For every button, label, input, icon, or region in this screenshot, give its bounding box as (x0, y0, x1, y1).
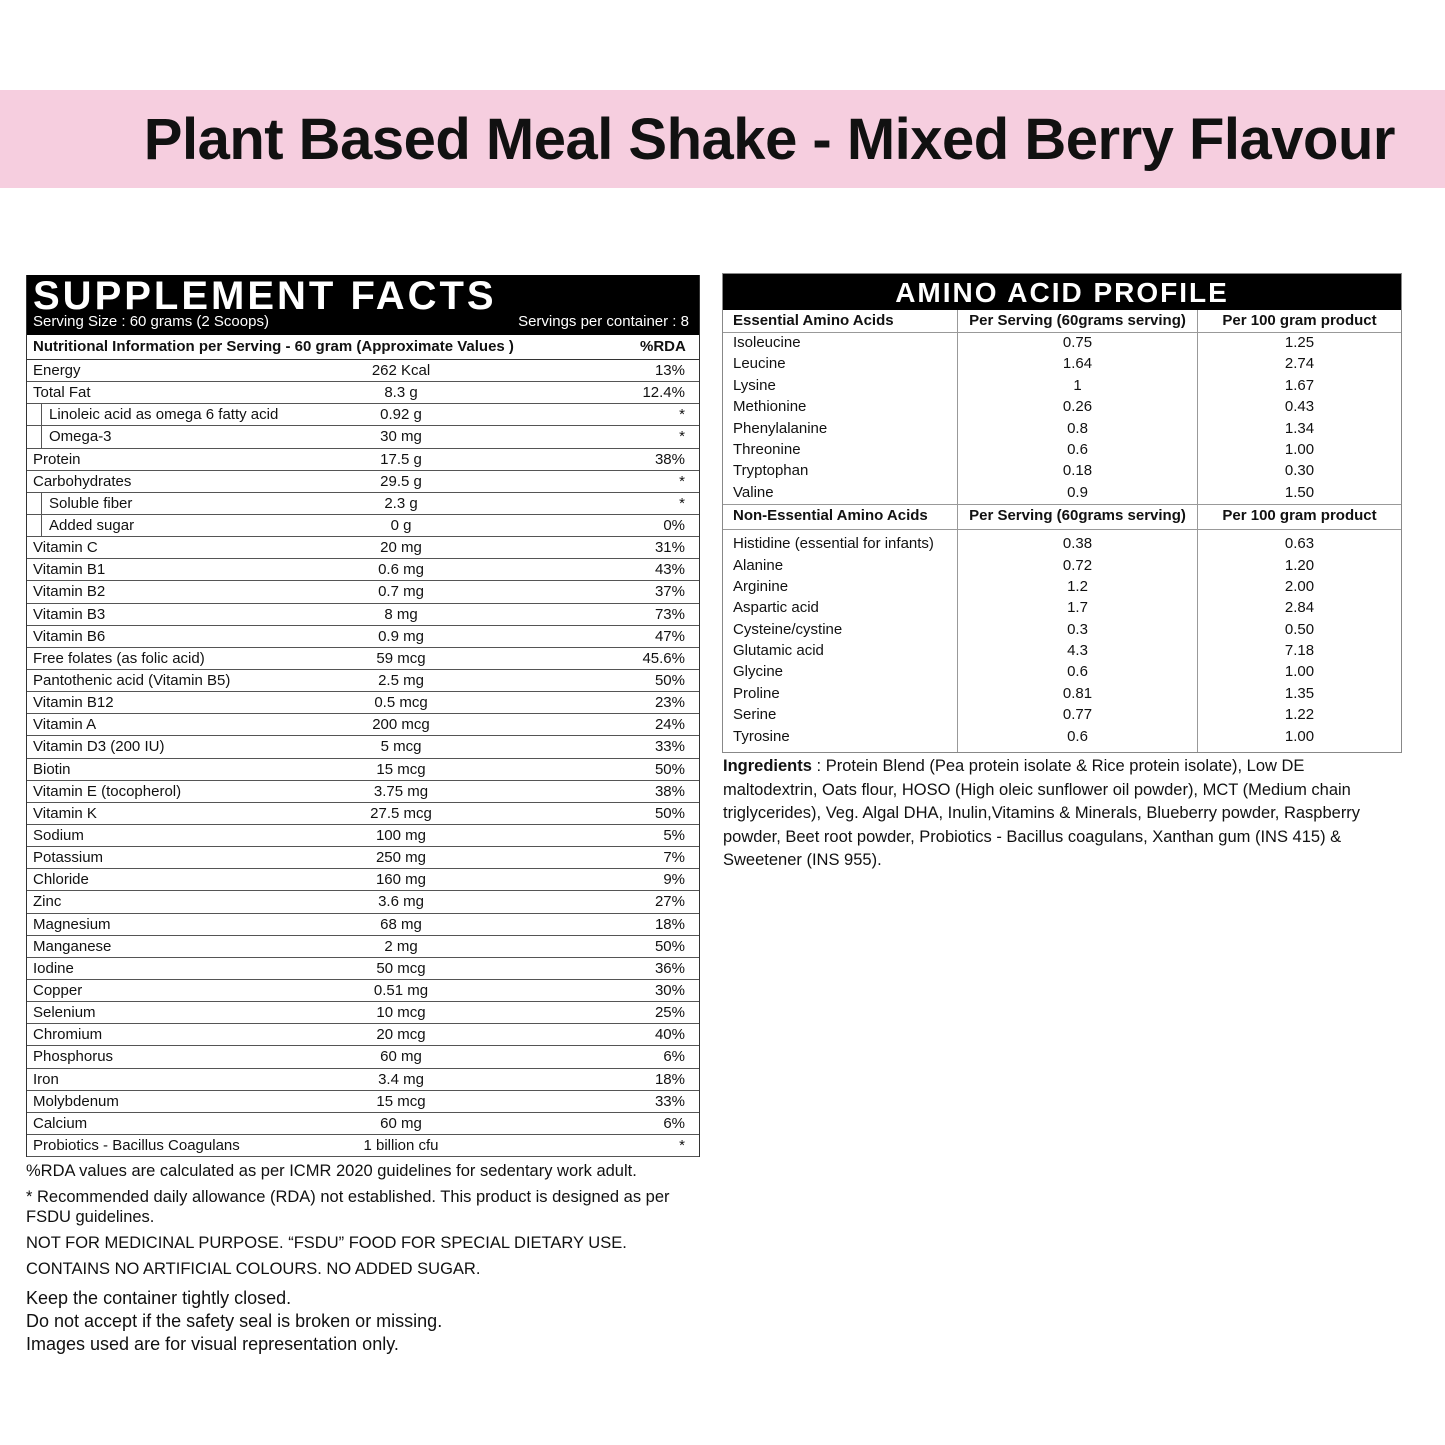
nutrient-rda: 6% (663, 1048, 685, 1066)
nutrient-amount: 200 mcg (372, 716, 430, 734)
amino-acid-name: Cysteine/cystine (733, 620, 843, 638)
per-100g-value: 1.20 (1284, 556, 1315, 574)
nutrient-rda: 9% (663, 871, 685, 889)
nutrient-rda: 30% (654, 981, 685, 999)
nutrient-rda: 40% (654, 1026, 685, 1044)
nutrient-name: Magnesium (33, 915, 111, 933)
nutrient-amount: 27.5 mcg (370, 804, 432, 822)
nutrient-row (27, 449, 699, 471)
amino-acid-name: Alanine (733, 556, 784, 574)
nutrient-amount: 0.9 mg (378, 627, 424, 645)
per-100g-value: 0.43 (1284, 398, 1315, 416)
non-essential-header-row (723, 504, 1401, 530)
nutrient-amount: 5 mcg (380, 738, 422, 756)
nutrient-name: Molybdenum (33, 1092, 119, 1110)
nutrient-row (27, 781, 699, 803)
nutrient-name: Calcium (33, 1114, 88, 1132)
essential-header: Essential Amino Acids (733, 312, 894, 329)
nutrient-rda: 50% (654, 760, 685, 778)
nutrient-rda: * (679, 472, 685, 490)
nutrient-amount: 0 g (390, 516, 412, 534)
amino-acid-row (723, 705, 1401, 726)
nutrition-column-header (27, 335, 699, 360)
nutrient-rda: 18% (654, 915, 685, 933)
per-100g-value: 0.50 (1284, 620, 1315, 638)
amino-acid-row (723, 354, 1401, 375)
nutrient-name: Total Fat (33, 384, 91, 402)
amino-acid-name: Aspartic acid (733, 599, 819, 617)
rda-note: %RDA values are calculated as per ICMR 2020 guidelines for sedentary work adult. (26, 1162, 637, 1180)
nutrient-amount: 15 mcg (376, 1092, 426, 1110)
per-100g-value: 1.25 (1284, 334, 1315, 351)
nutrient-name: Manganese (33, 937, 112, 955)
per-100g-value: 1.00 (1284, 440, 1315, 458)
per-100g-value: 1.67 (1284, 376, 1315, 394)
nutrient-amount: 60 mg (380, 1114, 422, 1132)
amino-acid-name: Threonine (733, 440, 801, 458)
nutrient-name: Pantothenic acid (Vitamin B5) (33, 671, 231, 689)
nutrition-header-label: Nutritional Information per Serving - 60 gram (Approximate Values ) (33, 338, 514, 355)
per-serving-value: 0.38 (1062, 535, 1093, 553)
amino-acid-name: Tyrosine (733, 727, 790, 745)
nutrient-amount: 1 billion cfu (363, 1136, 439, 1154)
nutrient-rda: 36% (654, 959, 685, 977)
nutrient-row (27, 360, 699, 382)
amino-acid-row (723, 376, 1401, 397)
nutrient-rda: 6% (663, 1114, 685, 1132)
serving-size: Serving Size : 60 grams (2 Scoops) (33, 313, 269, 330)
nutrient-rda: 24% (654, 716, 685, 734)
nutrient-rda: 31% (654, 539, 685, 557)
nutrient-amount: 0.6 mg (378, 561, 424, 579)
footnotes (26, 1161, 686, 1356)
per-serving-value: 0.9 (1067, 483, 1088, 501)
nutrient-amount: 2.5 mg (378, 671, 424, 689)
nutrient-rda: * (679, 428, 685, 446)
nutrient-rda: 50% (654, 671, 685, 689)
amino-acid-row (723, 727, 1401, 748)
amino-acid-name: Isoleucine (733, 334, 801, 351)
nutrient-name: Protein (33, 450, 81, 468)
nutrient-amount: 250 mg (375, 849, 427, 867)
nutrient-row (27, 670, 699, 692)
amino-acid-name: Proline (733, 684, 780, 702)
nutrient-rda: 0% (663, 516, 685, 534)
nutrient-amount: 3.75 mg (373, 782, 429, 800)
nutrient-name: Iodine (33, 959, 74, 977)
nutrient-rda: 45.6% (642, 649, 685, 667)
amino-acid-row (723, 577, 1401, 598)
per-100g-header: Per 100 gram product (1222, 507, 1377, 525)
amino-acid-row (723, 598, 1401, 619)
nutrient-rda: 37% (654, 583, 685, 601)
nutrient-row (27, 825, 699, 847)
nutrient-rda: 73% (654, 605, 685, 623)
supplement-facts-title: SUPPLEMENT FACTS (33, 274, 497, 318)
per-serving-header: Per Serving (60grams serving) (969, 312, 1186, 329)
nutrient-name: Zinc (33, 893, 62, 911)
per-serving-value: 0.72 (1062, 556, 1093, 574)
amino-acid-row (723, 440, 1401, 461)
supplement-facts-table (26, 275, 700, 1157)
nutrient-row (27, 958, 699, 980)
nutrient-row (27, 1135, 699, 1157)
nutrient-amount: 8 mg (384, 605, 418, 623)
nutrient-amount: 17.5 g (380, 450, 422, 468)
nutrient-row (27, 581, 699, 603)
nutrient-row (27, 559, 699, 581)
safety-seal-note: Do not accept if the safety seal is broken or missing. (26, 1311, 443, 1331)
nutrient-name: Biotin (33, 760, 71, 778)
per-100g-value: 1.00 (1284, 727, 1315, 745)
amino-acid-name: Phenylalanine (733, 419, 828, 437)
supplement-facts-header (27, 275, 699, 335)
nutrient-rda: 23% (654, 694, 685, 712)
nutrient-rda: 27% (654, 893, 685, 911)
nutrient-amount: 8.3 g (384, 384, 418, 402)
nutrient-row (27, 1113, 699, 1135)
nutrient-amount: 29.5 g (380, 472, 422, 490)
nutrient-amount: 68 mg (380, 915, 422, 933)
ingredients-text: : Protein Blend (Pea protein isolate & Rice protein isolate), Low DE maltodextrin, Oats flour, HOSO (High oleic sunflower oil powder), MCT (Medium chain triglycerides), Veg. Algal DHA, Inulin,Vitamins & Minerals, Blueberry powder, Raspberry powder, Beet root powder, Probiotics - Bacillus coagulans, Xanthan gum (INS 415) & Sweetener (INS 955). (723, 757, 1361, 869)
nutrient-row (27, 493, 699, 515)
essential-rows (723, 333, 1401, 504)
nutrient-amount: 160 mg (375, 871, 427, 889)
nutrient-rda: 50% (654, 937, 685, 955)
per-serving-value: 0.8 (1067, 419, 1088, 437)
per-serving-value: 1 (1073, 376, 1082, 394)
nutrient-amount: 2.3 g (384, 494, 418, 512)
no-artificial-note: CONTAINS NO ARTIFICIAL COLOURS. NO ADDED SUGAR. (26, 1260, 481, 1278)
nutrient-row (27, 736, 699, 758)
nutrient-rda: * (679, 494, 685, 512)
per-100g-value: 2.74 (1284, 355, 1315, 373)
nutrient-amount: 60 mg (380, 1048, 422, 1066)
nutrient-name: Chromium (33, 1026, 103, 1044)
nutrient-name: Selenium (33, 1004, 96, 1022)
nutrient-row (27, 1069, 699, 1091)
nutrient-row (27, 404, 699, 426)
nutrient-rows (27, 360, 699, 1157)
per-100g-value: 7.18 (1284, 642, 1315, 660)
nutrient-amount: 20 mg (380, 539, 422, 557)
nutrient-rda: * (679, 406, 685, 424)
nutrient-amount: 50 mcg (376, 959, 426, 977)
per-serving-header: Per Serving (60grams serving) (969, 507, 1186, 525)
nutrient-name: Vitamin B2 (33, 583, 106, 601)
non-essential-header: Non-Essential Amino Acids (733, 507, 928, 525)
amino-acid-row (723, 333, 1401, 354)
amino-acid-name: Arginine (733, 577, 789, 595)
nutrient-rda: 13% (654, 362, 685, 379)
nutrient-row (27, 759, 699, 781)
amino-acid-name: Glycine (733, 663, 784, 681)
nutrient-row (27, 1024, 699, 1046)
amino-acid-row (723, 556, 1401, 577)
amino-acid-name: Methionine (733, 398, 807, 416)
nutrient-name: Linoleic acid as omega 6 fatty acid (49, 406, 279, 424)
amino-acid-name: Histidine (essential for infants) (733, 535, 934, 553)
nutrient-name: Sodium (33, 826, 84, 844)
per-100g-value: 1.34 (1284, 419, 1315, 437)
essential-header-row (723, 310, 1401, 333)
amino-acid-row (723, 684, 1401, 705)
nutrient-row (27, 869, 699, 891)
rda-not-established-note: * Recommended daily allowance (RDA) not established. This product is designed as per FSDU guidelines. (26, 1188, 670, 1226)
amino-acid-row (723, 397, 1401, 418)
per-100g-value: 0.30 (1284, 462, 1315, 480)
nutrient-name: Chloride (33, 871, 89, 889)
nutrient-amount: 3.4 mg (378, 1070, 424, 1088)
nutrient-rda: 18% (654, 1070, 685, 1088)
per-serving-value: 1.64 (1062, 355, 1093, 373)
per-serving-value: 0.81 (1062, 684, 1093, 702)
nutrient-amount: 20 mcg (376, 1026, 426, 1044)
per-100g-value: 1.50 (1284, 483, 1315, 501)
nutrient-rda: * (679, 1136, 685, 1154)
nutrient-row (27, 803, 699, 825)
nutrient-amount: 59 mcg (376, 649, 426, 667)
images-note: Images used are for visual representation only. (26, 1334, 399, 1354)
nutrient-row (27, 648, 699, 670)
nutrient-name: Energy (33, 362, 81, 379)
nutrient-row (27, 1046, 699, 1068)
amino-acid-row (723, 641, 1401, 662)
amino-acid-row (723, 483, 1401, 504)
nutrient-rda: 33% (654, 738, 685, 756)
nutrient-name: Vitamin B6 (33, 627, 106, 645)
nutrient-name: Free folates (as folic acid) (33, 649, 205, 667)
per-serving-value: 1.2 (1067, 577, 1088, 595)
nutrient-row (27, 626, 699, 648)
per-100g-value: 0.63 (1284, 535, 1315, 553)
nutrient-rda: 50% (654, 804, 685, 822)
nutrient-row (27, 471, 699, 493)
per-serving-value: 0.6 (1067, 727, 1088, 745)
nutrient-amount: 0.51 mg (373, 981, 429, 999)
amino-acid-name: Valine (733, 483, 774, 501)
nutrient-row (27, 714, 699, 736)
per-serving-value: 0.26 (1062, 398, 1093, 416)
nutrient-amount: 262 Kcal (371, 362, 431, 379)
nutrient-amount: 0.5 mcg (374, 694, 428, 712)
ingredients-label: Ingredients (723, 757, 812, 775)
per-serving-value: 0.3 (1067, 620, 1088, 638)
nutrient-name: Iron (33, 1070, 59, 1088)
page-title: Plant Based Meal Shake - Mixed Berry Flavour (143, 107, 1395, 172)
nutrient-name: Probiotics - Bacillus Coagulans (33, 1136, 240, 1154)
servings-per-container: Servings per container : 8 (518, 313, 689, 330)
amino-acid-row (723, 461, 1401, 482)
nutrient-name: Vitamin C (33, 539, 98, 557)
nutrient-amount: 3.6 mg (378, 893, 424, 911)
nutrient-amount: 10 mcg (376, 1004, 426, 1022)
amino-acid-name: Leucine (733, 355, 786, 373)
nutrient-amount: 2 mg (384, 937, 418, 955)
per-100g-header: Per 100 gram product (1222, 312, 1377, 329)
per-100g-value: 2.84 (1284, 599, 1315, 617)
nutrient-name: Vitamin B3 (33, 605, 106, 623)
amino-acid-name: Glutamic acid (733, 642, 824, 660)
per-serving-value: 0.75 (1062, 334, 1093, 351)
nutrient-row (27, 914, 699, 936)
nutrient-row (27, 1002, 699, 1024)
title-banner (0, 90, 1445, 188)
nutrient-name: Potassium (33, 849, 104, 867)
amino-acid-title: AMINO ACID PROFILE (723, 274, 1401, 310)
nutrient-name: Phosphorus (33, 1048, 114, 1066)
nutrient-name: Vitamin A (33, 716, 97, 734)
amino-acid-row (723, 419, 1401, 440)
nutrient-row (27, 426, 699, 448)
nutrient-amount: 15 mcg (376, 760, 426, 778)
nutrient-rda: 47% (654, 627, 685, 645)
nutrient-row (27, 980, 699, 1002)
nutrient-rda: 33% (654, 1092, 685, 1110)
nutrient-name: Omega-3 (49, 428, 112, 446)
nutrient-row (27, 604, 699, 626)
keep-closed-note: Keep the container tightly closed. (26, 1288, 292, 1308)
amino-acid-name: Lysine (733, 376, 776, 394)
nutrient-amount: 0.7 mg (378, 583, 424, 601)
nutrient-name: Vitamin D3 (200 IU) (33, 738, 165, 756)
nutrient-row (27, 515, 699, 537)
per-serving-value: 0.6 (1067, 440, 1088, 458)
amino-acid-name: Serine (733, 706, 777, 724)
per-100g-value: 1.00 (1284, 663, 1315, 681)
per-serving-value: 0.6 (1067, 663, 1088, 681)
nutrient-name: Soluble fiber (49, 494, 133, 512)
nutrient-amount: 100 mg (375, 826, 427, 844)
ingredients (723, 755, 1399, 873)
nutrient-rda: 43% (654, 561, 685, 579)
nutrient-amount: 0.92 g (380, 406, 422, 424)
amino-acid-row (723, 662, 1401, 683)
nutrient-name: Added sugar (49, 516, 135, 534)
per-serving-value: 4.3 (1067, 642, 1088, 660)
nutrient-name: Vitamin B12 (33, 694, 114, 712)
amino-acid-row (723, 620, 1401, 641)
nutrient-name: Vitamin E (tocopherol) (33, 782, 182, 800)
nutrient-name: Copper (33, 981, 83, 999)
nutrient-rda: 25% (654, 1004, 685, 1022)
per-100g-value: 1.35 (1284, 684, 1315, 702)
rda-header: %RDA (640, 338, 686, 355)
nutrient-name: Vitamin B1 (33, 561, 106, 579)
nutrient-row (27, 891, 699, 913)
per-100g-value: 2.00 (1284, 577, 1315, 595)
nutrient-row (27, 692, 699, 714)
nutrient-rda: 12.4% (642, 384, 685, 402)
amino-acid-row (723, 534, 1401, 555)
nutrient-rda: 5% (663, 826, 685, 844)
amino-acid-name: Tryptophan (733, 462, 809, 480)
nutrient-rda: 38% (654, 450, 685, 468)
nutrient-row (27, 1091, 699, 1113)
per-serving-value: 0.18 (1062, 462, 1093, 480)
nutrient-name: Vitamin K (33, 804, 97, 822)
per-serving-value: 0.77 (1062, 706, 1093, 724)
not-medicinal-note: NOT FOR MEDICINAL PURPOSE. “FSDU” FOOD FOR SPECIAL DIETARY USE. (26, 1234, 627, 1252)
nutrient-amount: 30 mg (380, 428, 422, 446)
nutrient-rda: 7% (663, 849, 685, 867)
amino-acid-table (722, 273, 1402, 753)
nutrient-row (27, 382, 699, 404)
per-serving-value: 1.7 (1067, 599, 1088, 617)
nutrient-name: Carbohydrates (33, 472, 132, 490)
nutrient-row (27, 936, 699, 958)
per-100g-value: 1.22 (1284, 706, 1315, 724)
nutrient-rda: 38% (654, 782, 685, 800)
nutrient-row (27, 537, 699, 559)
nutrient-row (27, 847, 699, 869)
non-essential-rows (723, 534, 1401, 748)
